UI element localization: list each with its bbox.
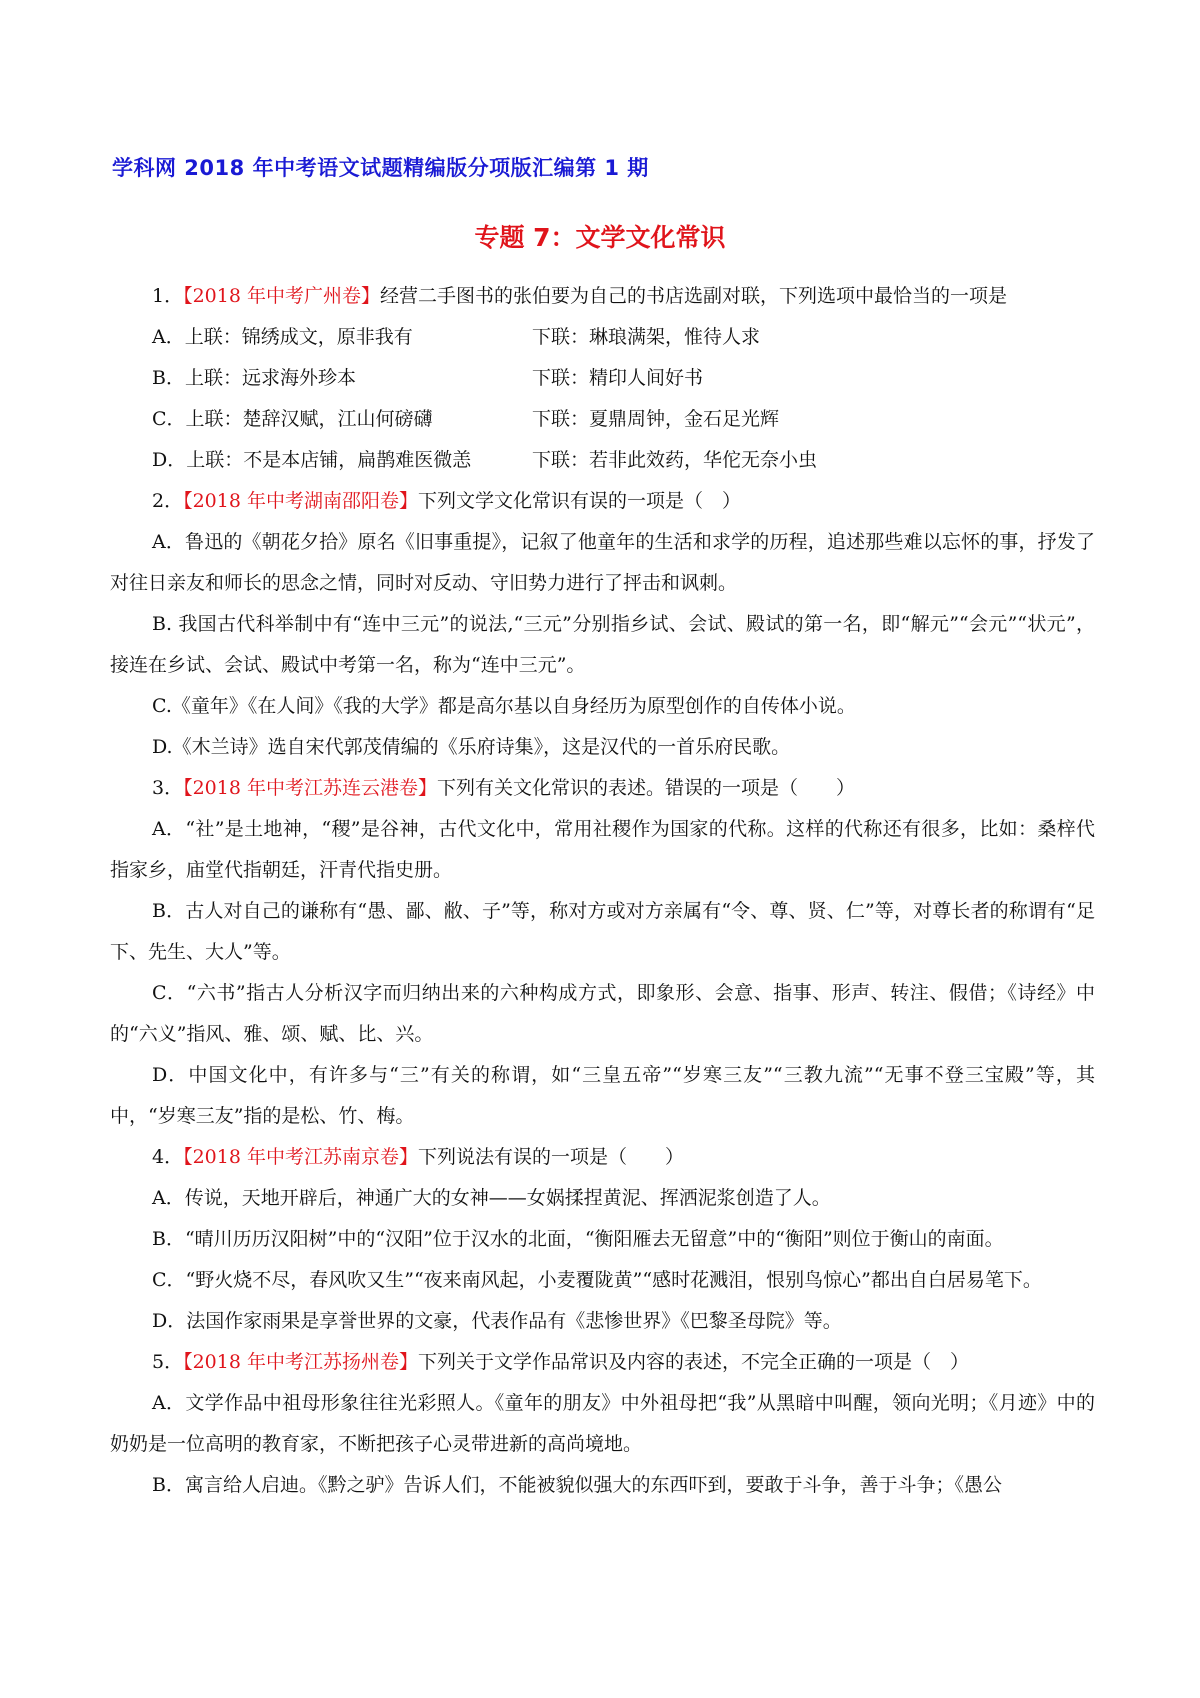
question-stem: 下列文学文化常识有误的一项是（ ）: [418, 490, 742, 512]
question-option: D．中国文化中，有许多与“三”有关的称谓，如“三皇五帝”“岁寒三友”“三教九流”“无事不登三宝殿”等，其中，“岁寒三友”指的是松、竹、梅。: [110, 1064, 1095, 1127]
question-1: [110, 276, 1095, 317]
couplet-option: [110, 317, 1095, 358]
question-option: C.《童年》《在人间》《我的大学》都是高尔基以自身经历为原型创作的自传体小说。: [152, 695, 856, 717]
question-option: C．“野火烧不尽，春风吹又生”“夜来南风起，小麦覆陇黄”“感时花溅泪，恨别鸟惊心”都出自白居易笔下。: [152, 1269, 1042, 1291]
question-option: D.《木兰诗》选自宋代郭茂倩编的《乐府诗集》，这是汉代的一首乐府民歌。: [152, 736, 791, 758]
document-body: [110, 276, 1095, 1506]
question-option: A．文学作品中祖母形象往往光彩照人。《童年的朋友》中外祖母把“我”从黑暗中叫醒，领向光明；《月迹》中的奶奶是一位高明的教育家，不断把孩子心灵带进新的高尚境地。: [110, 1392, 1095, 1455]
question-source: 【2018 年中考江苏连云港卷】: [183, 777, 437, 799]
question-source: 【2018 年中考江苏扬州卷】: [183, 1351, 418, 1373]
couplet-upper: D．上联：不是本店铺，扁鹊难医微恙: [152, 449, 472, 471]
couplet-lower: 下联：夏鼎周钟，金石足光辉: [532, 408, 780, 430]
question-option: B．“晴川历历汉阳树”中的“汉阳”位于汉水的北面，“衡阳雁去无留意”中的“衡阳”则位于衡山的南面。: [152, 1228, 1004, 1250]
question-option: B．古人对自己的谦称有“愚、鄙、敝、子”等，称对方或对方亲属有“令、尊、贤、仁”等，对尊长者的称谓有“足下、先生、大人”等。: [110, 900, 1095, 963]
question-number: 5．: [152, 1351, 184, 1373]
question-option: A．“社”是土地神，“稷”是谷神，古代文化中，常用社稷作为国家的代称。这样的代称还有很多，比如：桑梓代指家乡，庙堂代指朝廷，汗青代指史册。: [110, 818, 1095, 881]
question-option: D．法国作家雨果是享誉世界的文豪，代表作品有《悲惨世界》《巴黎圣母院》等。: [152, 1310, 842, 1332]
question-option: B．寓言给人启迪。《黔之驴》告诉人们，不能被貌似强大的东西吓到，要敢于斗争，善于斗争；《愚公: [152, 1474, 1002, 1496]
couplet-option: [110, 399, 1095, 440]
question-number: 1．: [152, 285, 184, 307]
question-number: 4．: [152, 1146, 184, 1168]
couplet-option: [110, 358, 1095, 399]
couplet-upper: C．上联：楚辞汉赋，江山何磅礴: [152, 408, 433, 430]
question-2: [110, 481, 1095, 522]
question-stem: 经营二手图书的张伯要为自己的书店选副对联，下列选项中最恰当的一项是: [380, 285, 1008, 307]
question-source: 【2018 年中考湖南邵阳卷】: [183, 490, 418, 512]
question-source: 【2018 年中考江苏南京卷】: [183, 1146, 418, 1168]
question-number: 3．: [152, 777, 184, 799]
question-stem: 下列关于文学作品常识及内容的表述，不完全正确的一项是（ ）: [418, 1351, 970, 1373]
question-option: A．传说，天地开辟后，神通广大的女神——女娲揉捏黄泥、挥洒泥浆创造了人。: [152, 1187, 831, 1209]
couplet-lower: 下联：若非此效药，华佗无奈小虫: [532, 449, 818, 471]
question-4: [110, 1137, 1095, 1178]
question-5: [110, 1342, 1095, 1383]
question-source: 【2018 年中考广州卷】: [183, 285, 380, 307]
couplet-option: [110, 440, 1095, 481]
document-header: 学科网 2018 年中考语文试题精编版分项版汇编第 1 期: [112, 156, 649, 180]
couplet-lower: 下联：精印人间好书: [532, 367, 704, 389]
question-number: 2．: [152, 490, 184, 512]
topic-title: 专题 7：文学文化常识: [474, 223, 726, 252]
couplet-upper: B．上联：远求海外珍本: [152, 367, 356, 389]
question-option: B. 我国古代科举制中有“连中三元”的说法,“三元”分别指乡试、会试、殿试的第一名，即“解元”“会元”“状元”，接连在乡试、会试、殿试中考第一名，称为“连中三元”。: [110, 613, 1095, 676]
question-option: A．鲁迅的《朝花夕拾》原名《旧事重提》，记叙了他童年的生活和求学的历程，追述那些难以忘怀的事，抒发了对往日亲友和师长的思念之情，同时对反动、守旧势力进行了抨击和讽刺。: [110, 531, 1095, 594]
question-stem: 下列有关文化常识的表述。错误的一项是（ ）: [437, 777, 856, 799]
question-3: [110, 768, 1095, 809]
couplet-upper: A．上联：锦绣成文，原非我有: [152, 326, 413, 348]
question-stem: 下列说法有误的一项是（ ）: [418, 1146, 685, 1168]
question-option: C．“六书”指古人分析汉字而归纳出来的六种构成方式，即象形、会意、指事、形声、转注、假借；《诗经》中的“六义”指风、雅、颂、赋、比、兴。: [110, 982, 1095, 1045]
couplet-lower: 下联：琳琅满架，惟待人求: [532, 326, 761, 348]
